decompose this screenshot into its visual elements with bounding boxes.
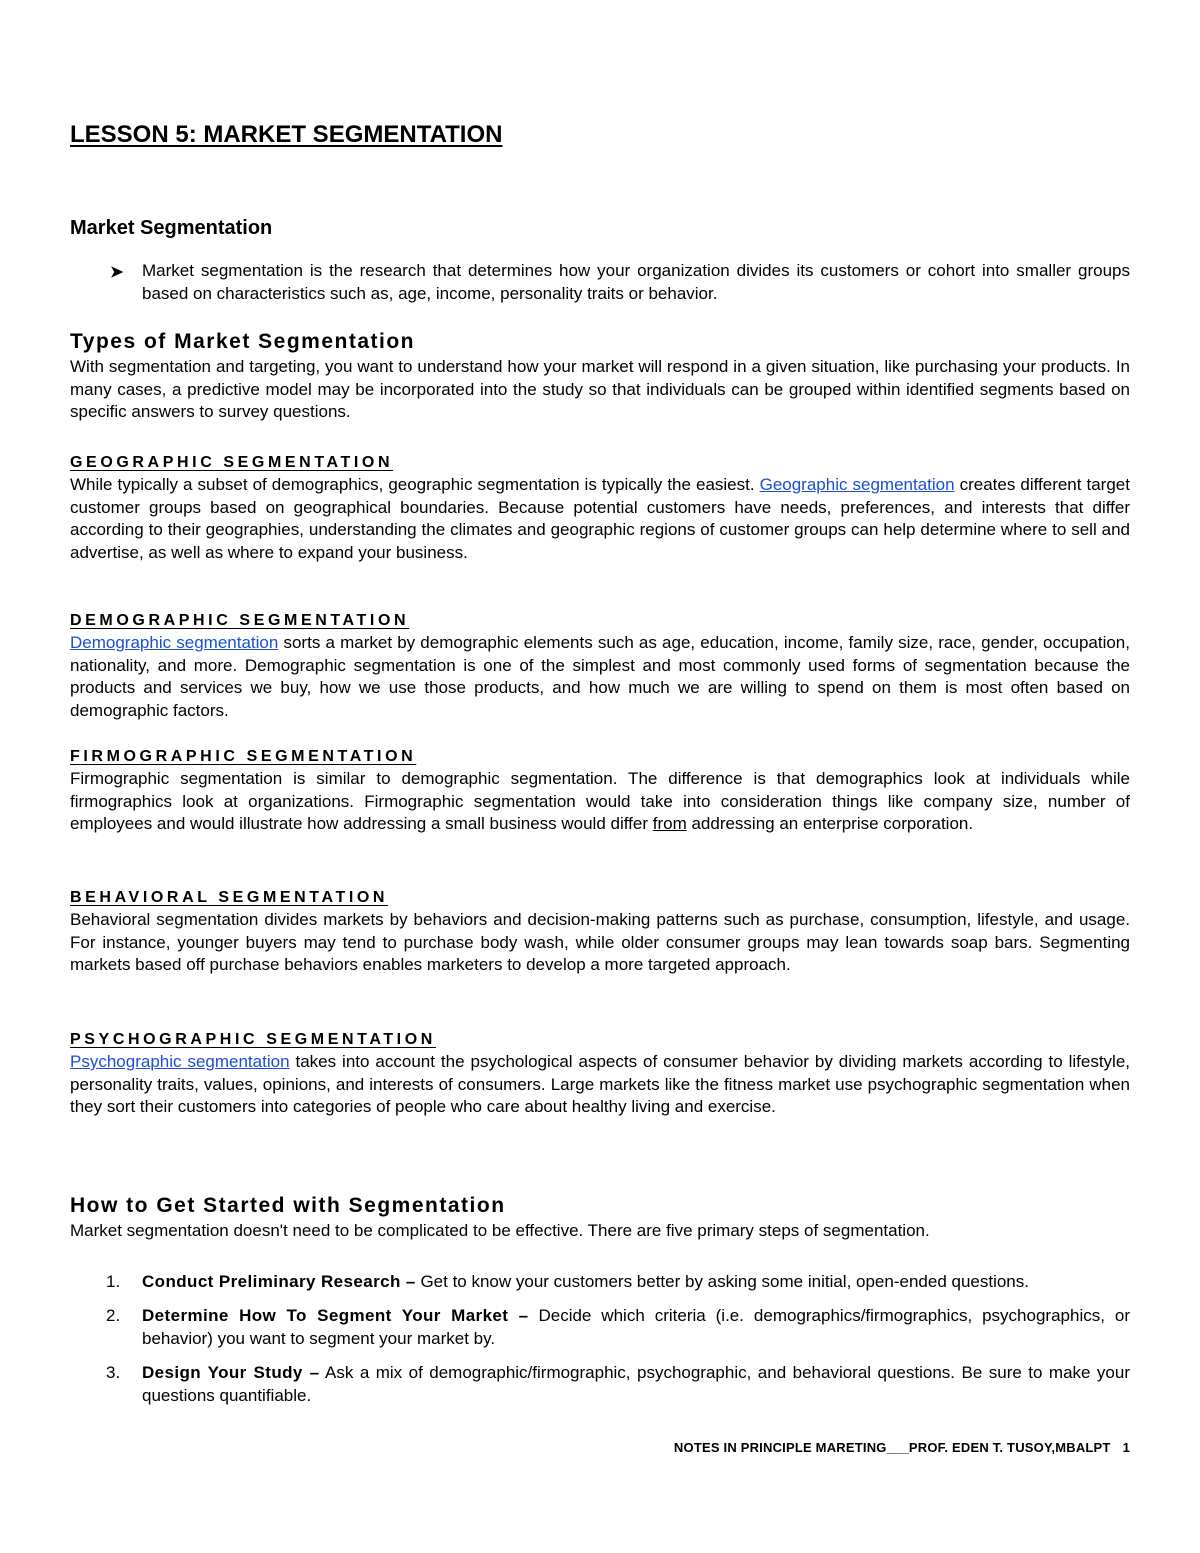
step-title: Conduct Preliminary Research – — [142, 1272, 416, 1291]
demographic-body — [70, 632, 1130, 722]
types-heading: Types of Market Segmentation — [70, 330, 416, 353]
geographic-segmentation-link[interactable]: Geographic segmentation — [759, 475, 955, 494]
geographic-body — [70, 474, 1130, 564]
geographic-heading: GEOGRAPHIC SEGMENTATION — [70, 454, 394, 471]
lesson-title: LESSON 5: MARKET SEGMENTATION — [70, 121, 503, 148]
firmographic-heading: FIRMOGRAPHIC SEGMENTATION — [70, 748, 417, 765]
geographic-text-after: creates different target customer groups based on geographical boundaries. Because potential customers have needs, preferences, and interests that differ according to their geographies, understanding the climates and geographic regions of customer groups can help determine where to sell and advertise, as well as where to expand your business. — [70, 475, 1130, 562]
geographic-text-before: While typically a subset of demographics, geographic segmentation is typically the easiest. — [70, 475, 760, 494]
page-number: 1 — [1122, 1440, 1130, 1455]
psychographic-segmentation-link[interactable]: Psychographic segmentation — [70, 1052, 290, 1071]
step-title: Determine How To Segment Your Market – — [142, 1306, 529, 1325]
behavioral-section — [70, 887, 1130, 977]
firmographic-section — [70, 746, 1130, 836]
firmographic-text-after: addressing an enterprise corporation. — [686, 814, 974, 834]
step-text: Ask a mix of demographic/firmographic, psychographic, and behavioral questions. Be sure to make your questions quantifiable. — [142, 1363, 1131, 1405]
step-text: Get to know your customers better by asking some initial, open-ended questions. — [415, 1272, 1029, 1291]
behavioral-body: Behavioral segmentation divides markets by behaviors and decision-making patterns such as purchase, consumption, lifestyle, and usage. For instance, younger buyers may tend to purchase body wash, while older consumer groups may lean towards soap bars. Segmenting markets based off purchase behaviors enables marketers to develop a more targeted approach. — [70, 910, 1130, 975]
list-item — [70, 1304, 1130, 1350]
definition-bullet — [70, 259, 1130, 305]
page-footer — [674, 1440, 1130, 1455]
list-item — [70, 1270, 1130, 1293]
step-number: 1. — [106, 1272, 121, 1291]
firmographic-body — [70, 768, 1130, 836]
firmographic-underlined-word: from — [652, 814, 687, 834]
types-section — [70, 328, 1130, 424]
firmographic-text-before: Firmographic segmentation is similar to demographic segmentation. The difference is that demographics look at individuals while firmographics look at organizations. Firmographic segmentation would take into consideration things like company size, number of employees and would illustrate how addressing a small business would differ — [70, 769, 1130, 834]
steps-list — [70, 1270, 1130, 1418]
footer-text: NOTES IN PRINCIPLE MARETING___PROF. EDEN T. TUSOY,MBALPT — [673, 1440, 1111, 1455]
demographic-heading: DEMOGRAPHIC SEGMENTATION — [70, 612, 410, 629]
demographic-section — [70, 610, 1130, 722]
market-segmentation-heading: Market Segmentation — [70, 217, 273, 239]
step-text: Decide which criteria (i.e. demographics/firmographics, psychographics, or behavior) you want to segment your market by. — [142, 1306, 1130, 1348]
psychographic-section — [70, 1029, 1130, 1119]
behavioral-heading: BEHAVIORAL SEGMENTATION — [70, 889, 389, 906]
geographic-section — [70, 452, 1130, 564]
step-title: Design Your Study – — [142, 1363, 320, 1382]
getting-started-heading: How to Get Started with Segmentation — [70, 1194, 506, 1217]
arrowhead-bullet-icon: ➤ — [110, 264, 124, 281]
types-body: With segmentation and targeting, you want to understand how your market will respond in a given situation, like purchasing your products. In many cases, a predictive model may be incorporated into the study so that individuals can be grouped within identified segments based on specific answers to survey questions. — [70, 357, 1130, 422]
demographic-text-after: sorts a market by demographic elements such as age, education, income, family size, race, gender, occupation, nationality, and more. Demographic segmentation is one of the simplest and most commonly used forms of segmentation because the products and services we buy, how we use those products, and how much we are willing to spend on them is most often based on demographic factors. — [70, 633, 1130, 720]
psychographic-heading: PSYCHOGRAPHIC SEGMENTATION — [70, 1031, 436, 1048]
demographic-segmentation-link[interactable]: Demographic segmentation — [70, 633, 279, 652]
definition-text: Market segmentation is the research that determines how your organization divides its customers or cohort into smaller groups based on characteristics such as, age, income, personality traits or behavior. — [142, 261, 1130, 303]
getting-started-intro: Market segmentation doesn't need to be complicated to be effective. There are five primary steps of segmentation. — [70, 1221, 930, 1240]
psychographic-text-after: takes into account the psychological aspects of consumer behavior by dividing markets according to lifestyle, personality traits, values, opinions, and interests of consumers. Large markets like the fitness market use psychographic segmentation when they sort their customers into categories of people who care about healthy living and exercise. — [70, 1052, 1131, 1117]
step-number: 3. — [106, 1363, 121, 1382]
step-number: 2. — [106, 1306, 121, 1325]
list-item — [70, 1361, 1130, 1407]
getting-started-section — [70, 1192, 1130, 1243]
psychographic-body — [70, 1051, 1130, 1119]
